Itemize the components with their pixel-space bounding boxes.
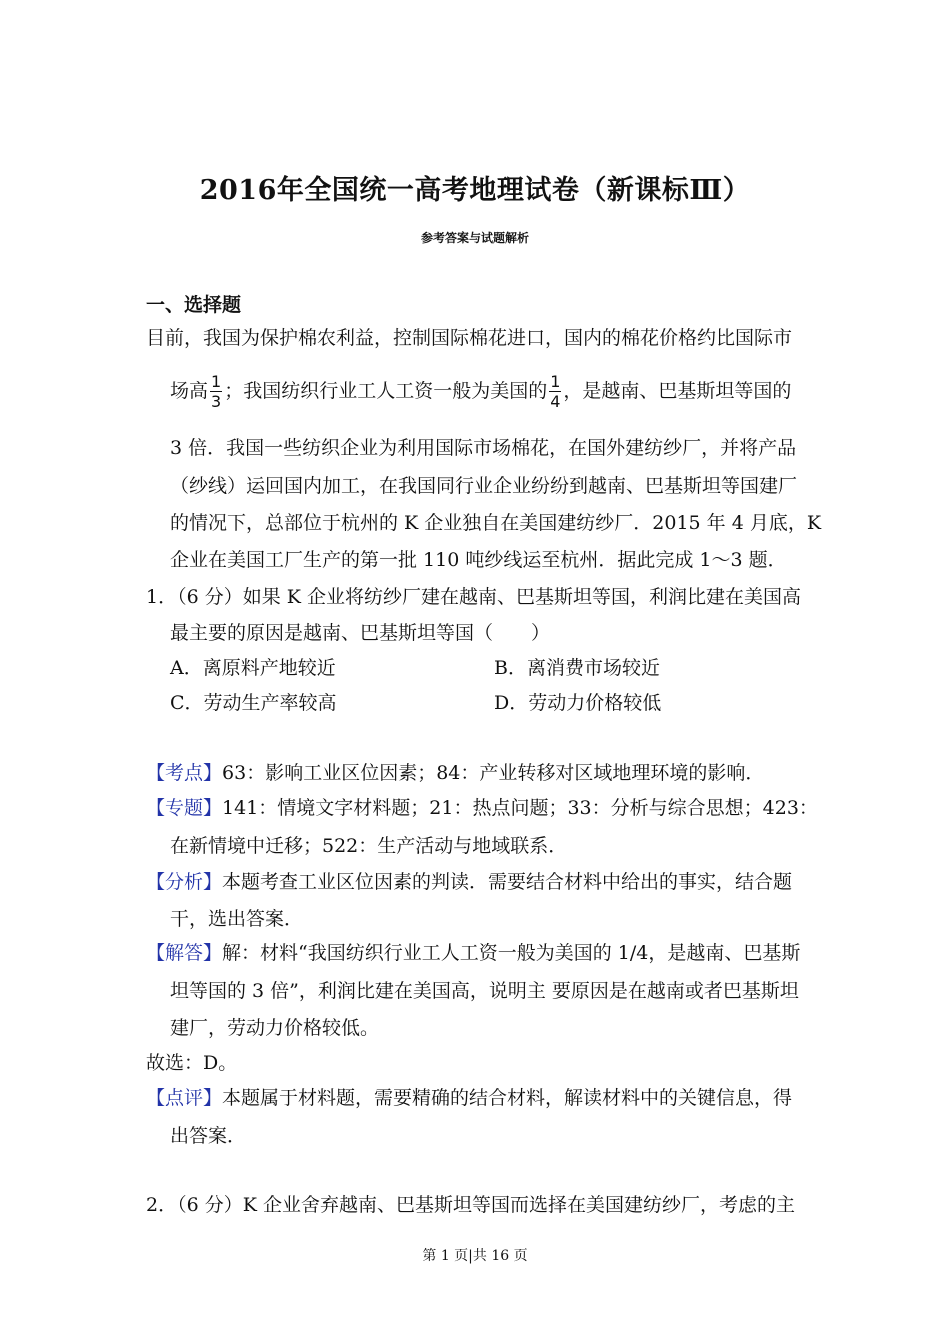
intro-line-1: 目前，我国为保护棉农利益，控制国际棉花进口，国内的棉花价格约比国际市 <box>146 327 793 349</box>
fraction-1-denominator: 3 <box>211 392 222 411</box>
intro-line-2a: 场高 <box>170 380 209 402</box>
intro-line-3: 3 倍．我国一些纺织企业为利用国际市场棉花，在国外建纺纱厂，并将产品 <box>170 437 797 459</box>
page-footer: 第 1 页|共 16 页 <box>422 1248 528 1264</box>
question-1-line-2: 最主要的原因是越南、巴基斯坦等国（ ） <box>170 622 551 644</box>
zhuanti-line-2: 在新情境中迁移；522：生产活动与地域联系． <box>170 835 568 857</box>
option-d: D．劳动力价格较低 <box>494 692 662 714</box>
intro-line-2 <box>170 374 791 410</box>
zhuanti-tag: 【专题】 <box>146 797 223 819</box>
dianping-line-2: 出答案． <box>170 1125 247 1147</box>
page-title: 2016年全国统一高考地理试卷（新课标Ⅲ） <box>199 175 751 206</box>
fraction-one-third <box>210 374 222 410</box>
page-subtitle: 参考答案与试题解析 <box>420 231 529 245</box>
fraction-2-denominator: 4 <box>550 392 561 411</box>
question-1-line-1: 1．（6 分）如果 K 企业将纺纱厂建在越南、巴基斯坦等国，利润比建在美国高 <box>146 586 801 608</box>
intro-line-4: （纱线）运回国内加工，在我国同行业企业纷纷到越南、巴基斯坦等国建厂 <box>170 475 798 497</box>
jieda-text-1: 解：材料“我国纺织行业工人工资一般为美国的 1/4，是越南、巴基斯 <box>222 942 801 964</box>
kaodian-tag: 【考点】 <box>146 762 223 784</box>
dianping-tag: 【点评】 <box>146 1087 223 1109</box>
jieda-line-1 <box>146 941 800 965</box>
zhuanti-line-1 <box>146 796 818 820</box>
jieda-tag: 【解答】 <box>146 942 223 964</box>
section-heading: 一、选择题 <box>146 294 242 316</box>
intro-line-2c: ，是越南、巴基斯坦等国的 <box>563 380 792 402</box>
kaodian-text: 63：影响工业区位因素；84：产业转移对区域地理环境的影响． <box>222 762 765 784</box>
jieda-line-3: 建厂，劳动力价格较低。 <box>170 1017 380 1039</box>
intro-line-2b: ；我国纺织行业工人工资一般为美国的 <box>224 380 548 402</box>
fraction-1-numerator: 1 <box>211 372 222 391</box>
fenxi-text-1: 本题考查工业区位因素的判读．需要结合材料中给出的事实，结合题 <box>222 871 793 893</box>
zhuanti-text-1: 141：情境文字材料题；21：热点问题；33：分析与综合思想；423： <box>222 797 818 819</box>
jieda-line-2: 坦等国的 3 倍”，利润比建在美国高，说明主 要原因是在越南或者巴基斯坦 <box>170 980 799 1002</box>
option-c: C．劳动生产率较高 <box>170 692 337 714</box>
option-a: A．离原料产地较近 <box>170 657 336 679</box>
intro-line-6: 企业在美国工厂生产的第一批 110 吨纱线运至杭州．据此完成 1～3 题． <box>170 549 787 571</box>
fenxi-line-2: 干，选出答案． <box>170 908 304 930</box>
answer-choice: 故选：D。 <box>146 1052 238 1074</box>
fraction-one-quarter <box>549 374 561 410</box>
intro-line-5: 的情况下，总部位于杭州的 K 企业独自在美国建纺纱厂．2015 年 4 月底，K <box>170 512 822 534</box>
dianping-line-1 <box>146 1086 792 1110</box>
fenxi-tag: 【分析】 <box>146 871 223 893</box>
kaodian-line <box>146 761 764 785</box>
fraction-2-numerator: 1 <box>550 372 561 391</box>
dianping-text-1: 本题属于材料题，需要精确的结合材料，解读材料中的关键信息，得 <box>222 1087 793 1109</box>
question-2-line-1: 2．（6 分）K 企业舍弃越南、巴基斯坦等国而选择在美国建纺纱厂，考虑的主 <box>146 1194 795 1216</box>
option-b: B．离消费市场较近 <box>494 657 660 679</box>
fenxi-line-1 <box>146 870 792 894</box>
